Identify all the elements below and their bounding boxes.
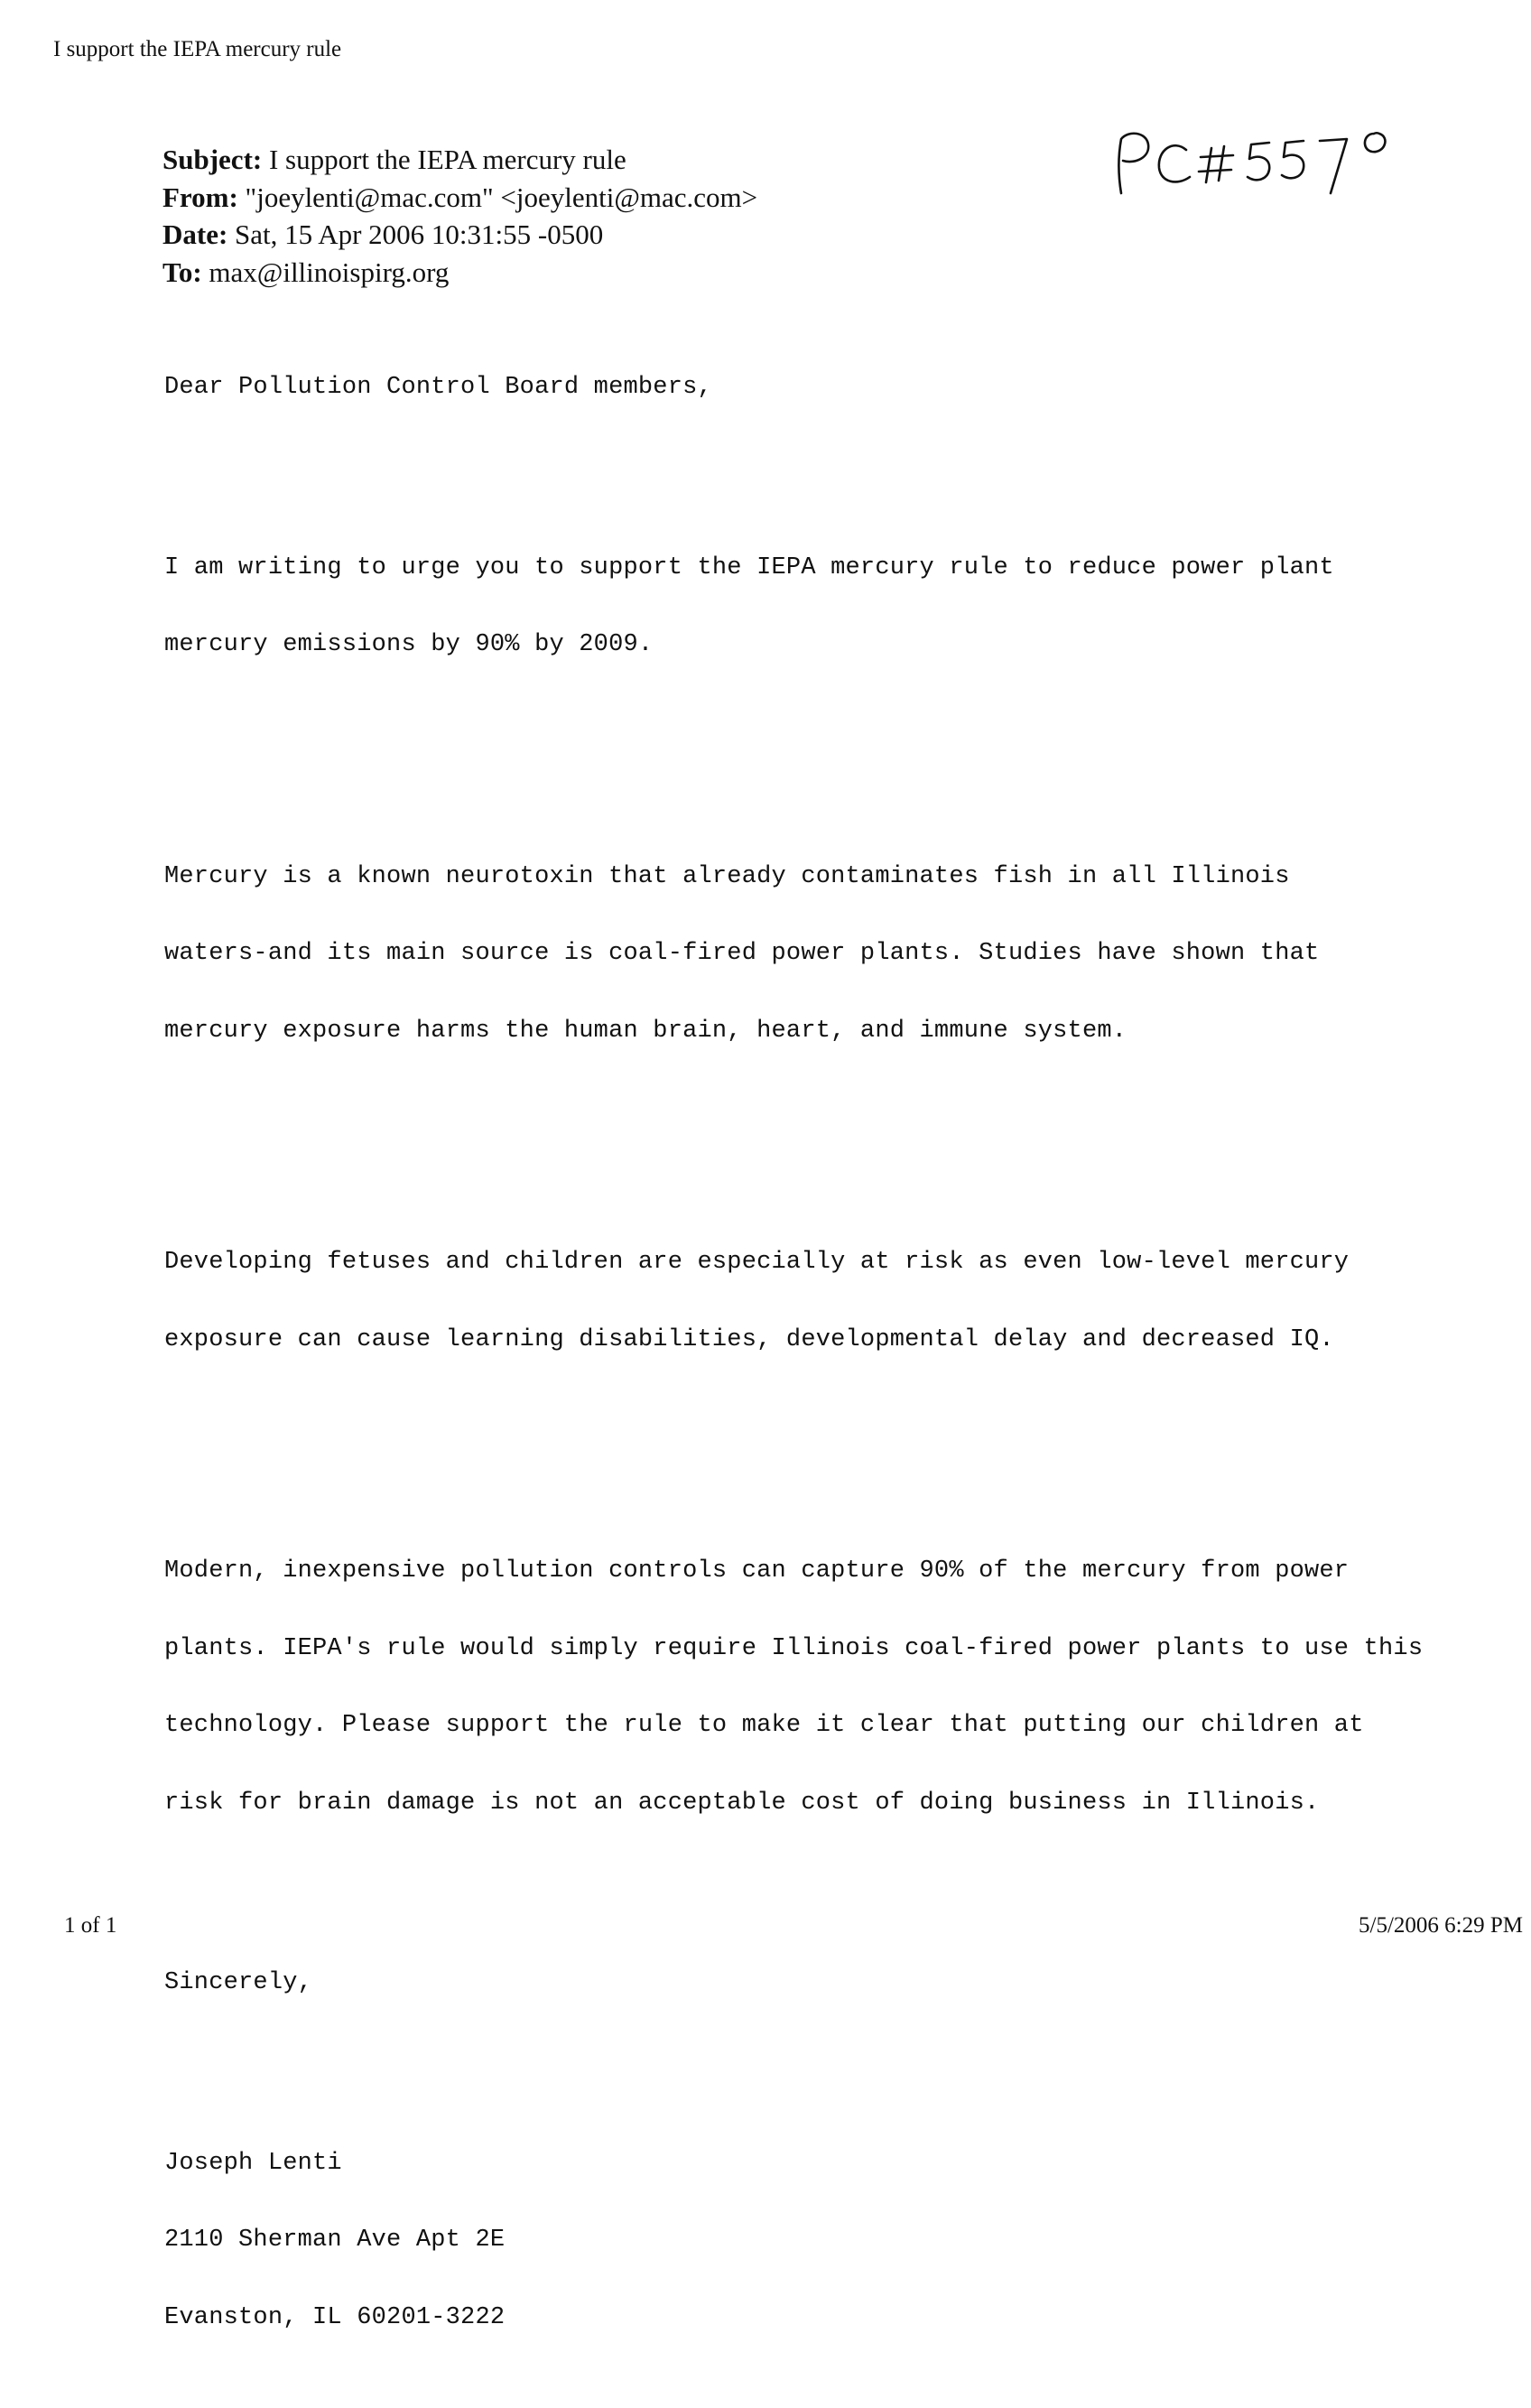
subject-value: I support the IEPA mercury rule — [268, 144, 626, 175]
paragraph-4 — [164, 1507, 1423, 1867]
from-value: "joeylenti@mac.com" <joeylenti@mac.com> — [245, 181, 758, 213]
text-line: Modern, inexpensive pollution controls can capture 90% of the mercury from power — [164, 1557, 1350, 1585]
text-line: mercury emissions by 90% by 2009. — [164, 631, 654, 658]
page-count: 1 of 1 — [64, 1913, 117, 1938]
handwritten-annotation — [1110, 123, 1417, 222]
text-line: I am writing to urge you to support the IEPA mercury rule to reduce power plant — [164, 553, 1334, 581]
letter-body — [164, 323, 1423, 2408]
signature-name: Joseph Lenti — [164, 2149, 342, 2177]
text-line: Mercury is a known neurotoxin that already contaminates fish in all Illinois — [164, 862, 1290, 890]
date-line — [162, 216, 757, 254]
to-value: max@illinoispirg.org — [209, 256, 450, 288]
closing: Sincerely, — [164, 1969, 313, 1996]
from-label: From: — [162, 181, 238, 213]
date-label: Date: — [162, 218, 228, 250]
to-label: To: — [162, 256, 202, 288]
text-line: mercury exposure harms the human brain, heart, and immune system. — [164, 1017, 1127, 1045]
date-value: Sat, 15 Apr 2006 10:31:55 -0500 — [235, 218, 604, 250]
signature-address-line1: 2110 Sherman Ave Apt 2E — [164, 2227, 506, 2254]
subject-line — [162, 141, 757, 179]
text-line: waters-and its main source is coal-fired power plants. Studies have shown that — [164, 940, 1320, 967]
from-line — [162, 179, 757, 217]
subject-label: Subject: — [162, 144, 263, 175]
text-line: exposure can cause learning disabilities, developmental delay and decreased IQ. — [164, 1325, 1334, 1353]
paragraph-2 — [164, 813, 1423, 1096]
text-line: technology. Please support the rule to make it clear that putting our children at — [164, 1712, 1364, 1739]
salutation: Dear Pollution Control Board members, — [164, 374, 712, 401]
signature-block — [164, 2099, 1423, 2383]
text-line: risk for brain damage is not an acceptable cost of doing business in Illinois. — [164, 1789, 1320, 1817]
paragraph-3 — [164, 1198, 1423, 1404]
text-line: Developing fetuses and children are especially at risk as even low-level mercury — [164, 1249, 1350, 1276]
handwritten-pc-number — [1110, 123, 1417, 222]
paragraph-1 — [164, 504, 1423, 710]
signature-address-line2: Evanston, IL 60201-3222 — [164, 2303, 506, 2331]
text-line: plants. IEPA's rule would simply require Illinois coal-fired power plants to use this — [164, 1634, 1424, 1662]
printed-timestamp: 5/5/2006 6:29 PM — [1359, 1913, 1523, 1938]
to-line — [162, 254, 757, 292]
page-header: I support the IEPA mercury rule — [53, 37, 342, 61]
email-header — [162, 141, 757, 291]
